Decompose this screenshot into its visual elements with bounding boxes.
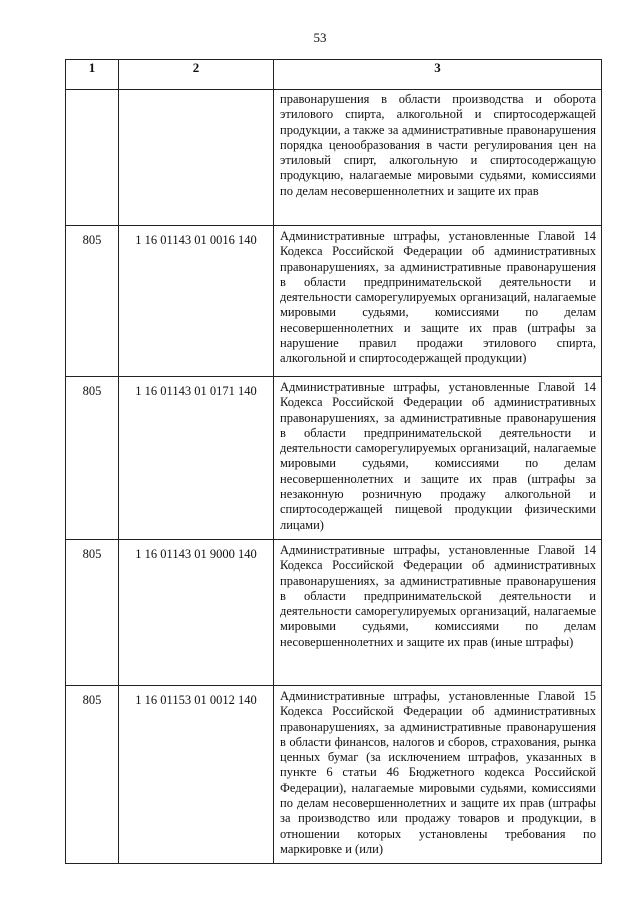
- column-header-2: 2: [119, 60, 274, 90]
- budget-code-table: [65, 59, 602, 864]
- admin-code-cell: [66, 90, 119, 226]
- kbk-code-cell: 1 16 01143 01 0171 140: [119, 377, 274, 540]
- description-cell: Административные штрафы, установленные Главой 14 Кодекса Российской Федерации об административных правонарушениях, за административные правонарушения в области предпринимательской деятельности и деятельности саморегулируемых организаций, налагаемые мировыми судьями, комиссиями по делам несовершеннолетних и защите их прав (штрафы за нарушение правил продажи этилового спирта, алкогольной и спиртосодержащей продукции): [274, 226, 602, 377]
- column-header-1: 1: [66, 60, 119, 90]
- admin-code-cell: 805: [66, 226, 119, 377]
- description-cell: правонарушения в области производства и оборота этилового спирта, алкогольной и спиртосодержащей продукции, а также за административные правонарушения порядка ценообразования в части регулирования цен на этиловый спирт, алкогольную и спиртосодержащую продукцию, налагаемые мировыми судьями, комиссиями по делам несовершеннолетних и защите их прав: [274, 90, 602, 226]
- column-header-3: 3: [274, 60, 602, 90]
- kbk-code-cell: [119, 90, 274, 226]
- admin-code-cell: 805: [66, 377, 119, 540]
- kbk-code-cell: 1 16 01153 01 0012 140: [119, 685, 274, 863]
- admin-code-cell: 805: [66, 685, 119, 863]
- description-cell: Административные штрафы, установленные Главой 14 Кодекса Российской Федерации об административных правонарушениях, за административные правонарушения в области предпринимательской деятельности и деятельности саморегулируемых организаций, налагаемые мировыми судьями, комиссиями по делам несовершеннолетних и защите их прав (штрафы за незаконную розничную продажу алкогольной и спиртосодержащей пищевой продукции физическими лицами): [274, 377, 602, 540]
- kbk-code-cell: 1 16 01143 01 0016 140: [119, 226, 274, 377]
- description-cell: Административные штрафы, установленные Главой 14 Кодекса Российской Федерации об административных правонарушениях, за административные правонарушения в области предпринимательской деятельности и деятельности саморегулируемых организаций, налагаемые мировыми судьями, комиссиями по делам несовершеннолетних и защите их прав (иные штрафы): [274, 539, 602, 685]
- table-row: [66, 226, 602, 377]
- kbk-code-cell: 1 16 01143 01 9000 140: [119, 539, 274, 685]
- page-number: 53: [313, 30, 327, 45]
- description-cell: Административные штрафы, установленные Главой 15 Кодекса Российской Федерации об административных правонарушениях, за административные правонарушения в области финансов, налогов и сборов, страхования, рынка ценных бумаг (за исключением штрафов, указанных в пункте 6 статьи 46 Бюджетного кодекса Российской Федерации), налагаемые мировыми судьями, комиссиями по делам несовершеннолетних и защите их прав (штрафы за производство или продажу товаров и продукции, в отношении которых установлены требования по маркировке и (или): [274, 685, 602, 863]
- table-row: [66, 539, 602, 685]
- table-row: [66, 685, 602, 863]
- table-header: [66, 60, 602, 90]
- admin-code-cell: 805: [66, 539, 119, 685]
- table-row: [66, 377, 602, 540]
- table-row: [66, 90, 602, 226]
